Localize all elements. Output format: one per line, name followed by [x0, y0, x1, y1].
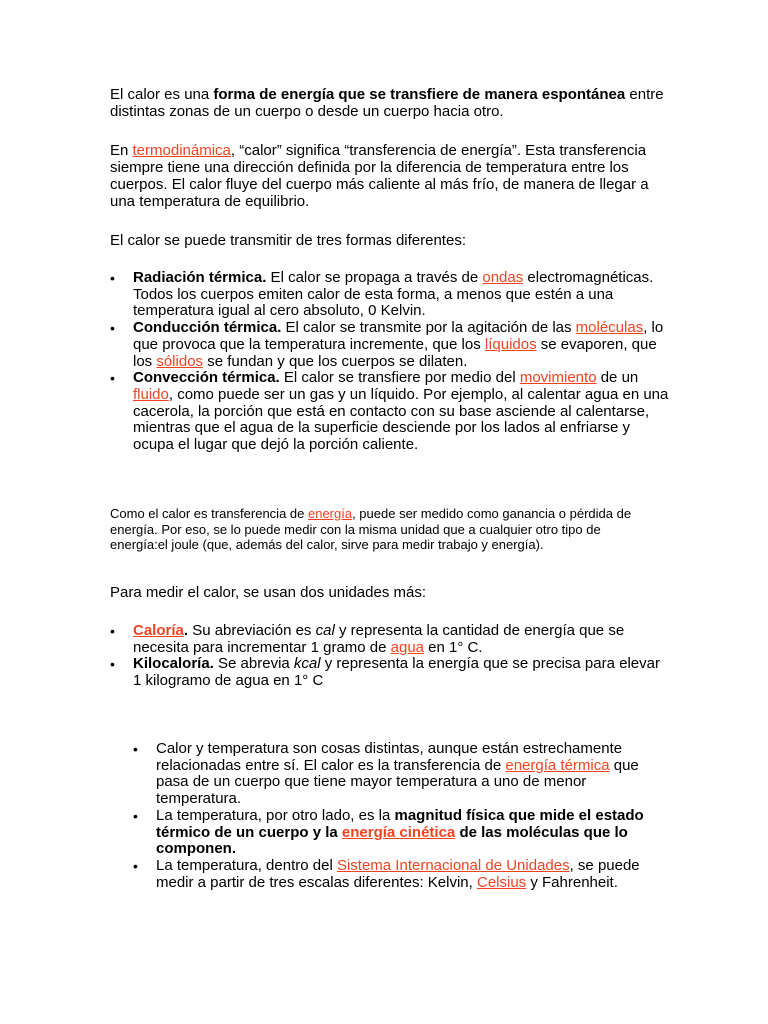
text: , lo que provoca que la temperatura incremente, que los: [133, 319, 664, 353]
text: entre distintas zonas de un cuerpo o desde un cuerpo hacia otro.: [110, 86, 664, 120]
text: En: [110, 142, 133, 159]
text: se evaporen, que los: [133, 335, 657, 370]
paragraph-measurement: [110, 506, 650, 553]
text: , como puede ser un gas y un líquido. Por ejemplo, al calentar agua en una cacerola, la porción que está en contacto con su base asciende al calentarse, mientras que el agua de la superficie desciende por los lados al enfriarse y ocupa el lugar que dejó la porción caliente.: [133, 385, 669, 454]
text: La temperatura, por otro lado, es la: [156, 806, 395, 824]
list-item-temperature-definition: [133, 808, 673, 858]
link-liquidos[interactable]: líquidos: [484, 335, 537, 353]
link-celsius[interactable]: Celsius: [476, 873, 527, 891]
link-fluido[interactable]: fluido: [133, 385, 169, 403]
list-item-convection: [110, 370, 670, 454]
text: que pasa de un cuerpo que tiene mayor temperatura a uno de menor temperatura.: [156, 756, 639, 808]
link-solidos[interactable]: sólidos: [156, 352, 204, 370]
link-movimiento[interactable]: movimiento: [519, 369, 597, 387]
list-item-kilocalorie: [110, 656, 670, 689]
list-item-calorie: [110, 623, 670, 656]
list-notes: [133, 741, 673, 891]
text: y Fahrenheit.: [526, 873, 618, 891]
text: Calor y temperatura son cosas distintas, aunque están estrechamente relacionadas entre sí. El calor es la transferencia de: [156, 740, 623, 774]
link-energia[interactable]: energía: [307, 506, 353, 521]
list-item-temperature-scales: [133, 858, 673, 891]
list-units: [110, 623, 670, 690]
list-item-heat-vs-temperature: [133, 741, 673, 808]
bold-text: magnitud física que mide el estado térmico de un cuerpo y la: [156, 806, 644, 841]
bold-text: Radiación térmica.: [133, 269, 267, 286]
text: electromagnéticas. Todos los cuerpos emiten calor de esta forma, a menos que estén a una temperatura igual al cero absoluto, 0 Kelvin.: [133, 269, 654, 320]
text: , “calor” significa “transferencia de energía”. Esta transferencia siempre tiene una dirección definida por la diferencia de temperatura entre los cuerpos. El calor fluye del cuerpo más caliente al más frío, de manera de llegar a una temperatura de equilibrio.: [110, 142, 649, 210]
text: se fundan y que los cuerpos se dilaten.: [203, 352, 468, 370]
text: de un: [596, 369, 639, 387]
text: Como el calor es transferencia de: [110, 506, 308, 521]
text: El calor se transmite por la agitación de las: [281, 319, 576, 337]
link-termodinamica[interactable]: termodinámica: [132, 142, 231, 159]
link-sistema-internacional[interactable]: Sistema Internacional de Unidades: [336, 856, 570, 874]
text: y representa la cantidad de energía que se necesita para incrementar 1 gramo de: [133, 622, 625, 656]
link-caloria[interactable]: Caloría: [133, 622, 184, 639]
italic-text: kcal: [293, 655, 321, 673]
link-ondas[interactable]: ondas: [482, 269, 524, 286]
paragraph-heat-definition: [110, 86, 670, 120]
list-item-radiation: [110, 270, 670, 320]
text: El calor se transfiere por medio del: [279, 369, 520, 387]
link-moleculas[interactable]: moléculas: [575, 319, 644, 337]
text: , puede ser medido como ganancia o pérdida de energía. Por eso, se lo puede medir con la misma unidad que a cualquier otro tipo de energía:el joule (que, además del calor, sirve para medir trabajo y energía).: [110, 506, 632, 552]
paragraph-two-units: Para medir el calor, se usan dos unidades más:: [110, 584, 427, 601]
bold-text: de las moléculas que lo componen.: [156, 823, 628, 858]
link-energia-cinetica[interactable]: energía cinética: [341, 823, 456, 841]
italic-text: cal: [315, 622, 335, 639]
text: El calor se propaga a través de: [266, 269, 483, 286]
text: en 1° C.: [424, 638, 483, 656]
list-item-conduction: [110, 320, 670, 370]
text: , se puede medir a partir de tres escalas diferentes: Kelvin,: [156, 856, 640, 891]
bold-text: Conducción térmica.: [133, 319, 282, 337]
link-agua[interactable]: agua: [390, 638, 425, 656]
text: El calor es una: [110, 86, 214, 103]
bold-text: forma de energía que se transfiere de manera espontánea: [213, 86, 626, 103]
paragraph-thermodynamics: [110, 142, 670, 210]
bold-text: Convección térmica.: [133, 369, 280, 387]
link-energia-termica[interactable]: energía térmica: [505, 756, 610, 774]
paragraph-three-forms: El calor se puede transmitir de tres formas diferentes:: [110, 232, 466, 249]
text: Se abrevia: [213, 655, 294, 673]
list-transfer-forms: [110, 270, 670, 454]
bold-text: Kilocaloría.: [133, 655, 214, 673]
text: Su abreviación es: [188, 622, 316, 639]
text: y representa la energía que se precisa para elevar 1 kilogramo de agua en 1° C: [133, 655, 660, 690]
text: La temperatura, dentro del: [156, 856, 337, 874]
bold-text: .: [183, 622, 189, 639]
